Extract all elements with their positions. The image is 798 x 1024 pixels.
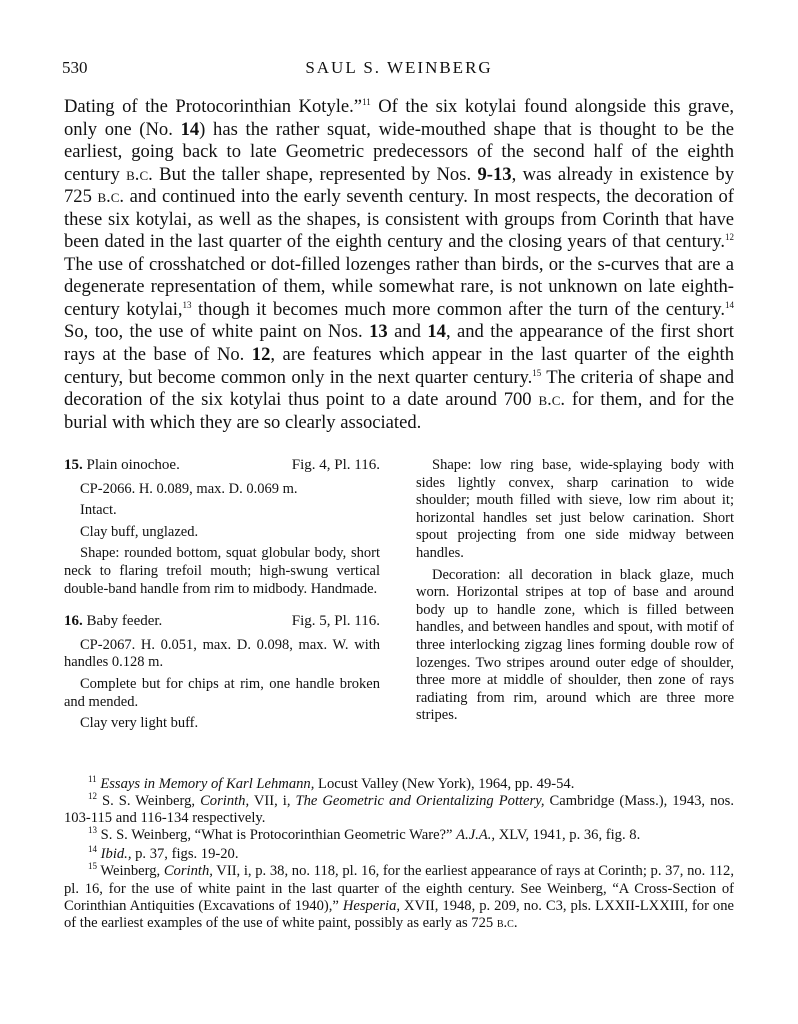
- running-head: SAUL S. WEINBERG: [305, 58, 493, 77]
- footnote-14: [64, 846, 734, 863]
- footnote-ref: 13: [182, 299, 192, 310]
- text-run: for them, and for the burial with which they are so clearly associated.: [64, 389, 734, 433]
- catalog-clay: Clay buff, unglazed.: [80, 523, 199, 540]
- date-era: b.c.: [496, 914, 518, 931]
- text-run: and continued into the early seventh century. In most respects, the decoration of these six kotylai, as well as the shapes, is consistent with groups from Corinth that have been dated in the last quarter of the eighth century and the closing years of that century.: [64, 186, 734, 253]
- catalog-entry-name: Plain oinochoe.: [82, 457, 180, 473]
- footnote-11: [64, 776, 734, 793]
- catalog-entry-title: [64, 613, 162, 631]
- text-run: The criteria of shape and decoration of the six kotylai thus point to a date around 700: [64, 366, 735, 411]
- footnote-12: [64, 793, 734, 827]
- catalog-entry-figure-ref: Fig. 5, Pl. 116.: [291, 613, 380, 630]
- catalog-condition: Complete but for chips at rim, one handle broken and mended.: [64, 675, 380, 710]
- footnote-ref: 15: [532, 367, 542, 378]
- text-run: , are features which appear in the last quarter of the eighth century, but become common only in the next quarter century.: [64, 344, 734, 388]
- text-run: Dating of the Protocorinthian Kotyle.”: [64, 96, 363, 117]
- body-text: [64, 96, 734, 434]
- text-run: and: [387, 321, 428, 343]
- catalog-number-ref: 14: [180, 118, 200, 140]
- catalog-decoration: Decoration: all decoration in black glaze, much worn. Horizontal stripes at top of base and around body up to handle zone, which is filled between handles, and between handles and spout, with motif of three interlocking zigzag lines forming double row of lozenges. Two stripes around outer edge of shoulder, three more at middle of shoulder, then zone of rays radiating from rim, around which are three more stripes.: [416, 566, 734, 724]
- text-run: Cambridge (Mass.), 1943, nos. 103-115 and 116-134 respectively.: [64, 793, 735, 827]
- citation-title: Corinth,: [163, 863, 213, 880]
- catalog-condition: Intact.: [80, 502, 117, 519]
- date-era: b.c.: [538, 389, 566, 411]
- citation-title: Hesperia,: [342, 897, 401, 914]
- body-paragraph: [64, 96, 734, 434]
- text-run: S. S. Weinberg,: [102, 793, 201, 810]
- catalog-right-column: [416, 457, 734, 729]
- text-run: But the taller shape, represented by Nos.: [152, 163, 478, 185]
- footnote-13: [64, 827, 734, 844]
- catalog-entry-15-heading: [64, 457, 380, 475]
- catalog-clay: Clay very light buff.: [80, 715, 199, 732]
- catalog-entry-title: [64, 457, 180, 475]
- text-run: So, too, the use of white paint on Nos.: [64, 321, 370, 343]
- footnote-number: 14: [88, 844, 97, 855]
- catalog-inventory: CP-2066. H. 0.089, max. D. 0.069 m.: [80, 480, 298, 497]
- text-run: Locust Valley (New York), 1964, pp. 49-54.: [314, 776, 575, 792]
- catalog-number-ref: 9-13: [477, 163, 512, 185]
- text-run: ) has the rather squat, wide-mouthed shape that is thought to be the earliest, going back to late Geometric predecessors of the second half of the eighth century: [64, 118, 734, 185]
- catalog-entry-number: 16.: [64, 613, 83, 630]
- citation-title: Essays in Memory of Karl Lehmann,: [100, 776, 315, 792]
- footnote-number: 11: [88, 774, 97, 785]
- text-run: S. S. Weinberg, “What is Protocorinthian Geometric Ware?”: [100, 827, 457, 844]
- text-run: p. 37, figs. 19-20.: [131, 846, 239, 863]
- catalog-shape: Shape: low ring base, wide-splaying body with sides lightly convex, sharp carination to wide shoulder; mouth filled with sieve, low rim about it; horizontal handles set just below carination. Short spout projecting from one side midway between handles.: [416, 457, 734, 561]
- catalog-left-column: [64, 457, 380, 737]
- citation-title: A.J.A.,: [456, 827, 496, 844]
- text-run: VII, i, p. 38, no. 118, pl. 16, for the earliest appearance of rays at Corinth; p. 37, no. 112, pl. 16, for the use of white paint in the last quarter of the eighth century. See Weinberg, “A Cross-Section of Corinthian Antiquities (Excavations of 1940),”: [64, 863, 734, 914]
- footnote-ref: 12: [725, 232, 734, 243]
- catalog-inventory: CP-2067. H. 0.051, max. D. 0.098, max. W. with handles 0.128 m.: [64, 636, 380, 671]
- citation-title: Ibid.,: [100, 846, 132, 863]
- catalog-entry-figure-ref: Fig. 4, Pl. 116.: [291, 457, 380, 473]
- citation-title: Corinth,: [200, 793, 250, 810]
- catalog-number-ref: 14: [427, 321, 446, 343]
- footnote-number: 13: [88, 825, 97, 836]
- text-run: XLV, 1941, p. 36, fig. 8.: [495, 827, 641, 844]
- text-run: , and the appearance of the first short rays at the base of No.: [64, 321, 734, 366]
- catalog-entry-number: 15.: [64, 457, 83, 473]
- footnotes: [64, 776, 734, 932]
- catalog-entry-16-heading: [64, 613, 380, 631]
- footnote-ref: 14: [725, 299, 734, 310]
- footnote-ref: 11: [362, 96, 371, 107]
- catalog-entry-name: Baby feeder.: [82, 613, 163, 630]
- footnote-number: 12: [88, 791, 97, 802]
- date-era: b.c.: [97, 186, 125, 208]
- text-run: Weinberg,: [100, 863, 164, 880]
- text-run: though it becomes much more common after the turn of the century.: [191, 298, 725, 320]
- date-era: b.c.: [126, 163, 153, 185]
- text-run: VII, i,: [249, 793, 296, 810]
- catalog-number-ref: 13: [369, 321, 388, 343]
- page-number: 530: [62, 58, 88, 77]
- text-run: Of the six kotylai found alongside this grave, only one (No.: [64, 96, 734, 140]
- catalog-number-ref: 12: [251, 344, 271, 366]
- text-run: XVII, 1948, p. 209, no. C3, pls. LXXII-LXXIII, for one of the earliest examples of the use of white paint, possibly as early as 725: [64, 897, 734, 931]
- catalog-shape: Shape: rounded bottom, squat globular body, short neck to flaring trefoil mouth; high-swung vertical double-band handle from rim to midbody. Handmade.: [64, 545, 380, 597]
- footnote-number: 15: [88, 861, 97, 872]
- text-run: The use of crosshatched or dot-filled lozenges rather than birds, or the s-curves that are a degenerate representation of them, while somewhat rare, is not unknown on late eighth-century kotylai,: [64, 253, 734, 320]
- text-run: , was already in existence by 725: [64, 163, 734, 208]
- footnote-15: [64, 863, 734, 931]
- citation-title: The Geometric and Orientalizing Pottery,: [295, 793, 545, 810]
